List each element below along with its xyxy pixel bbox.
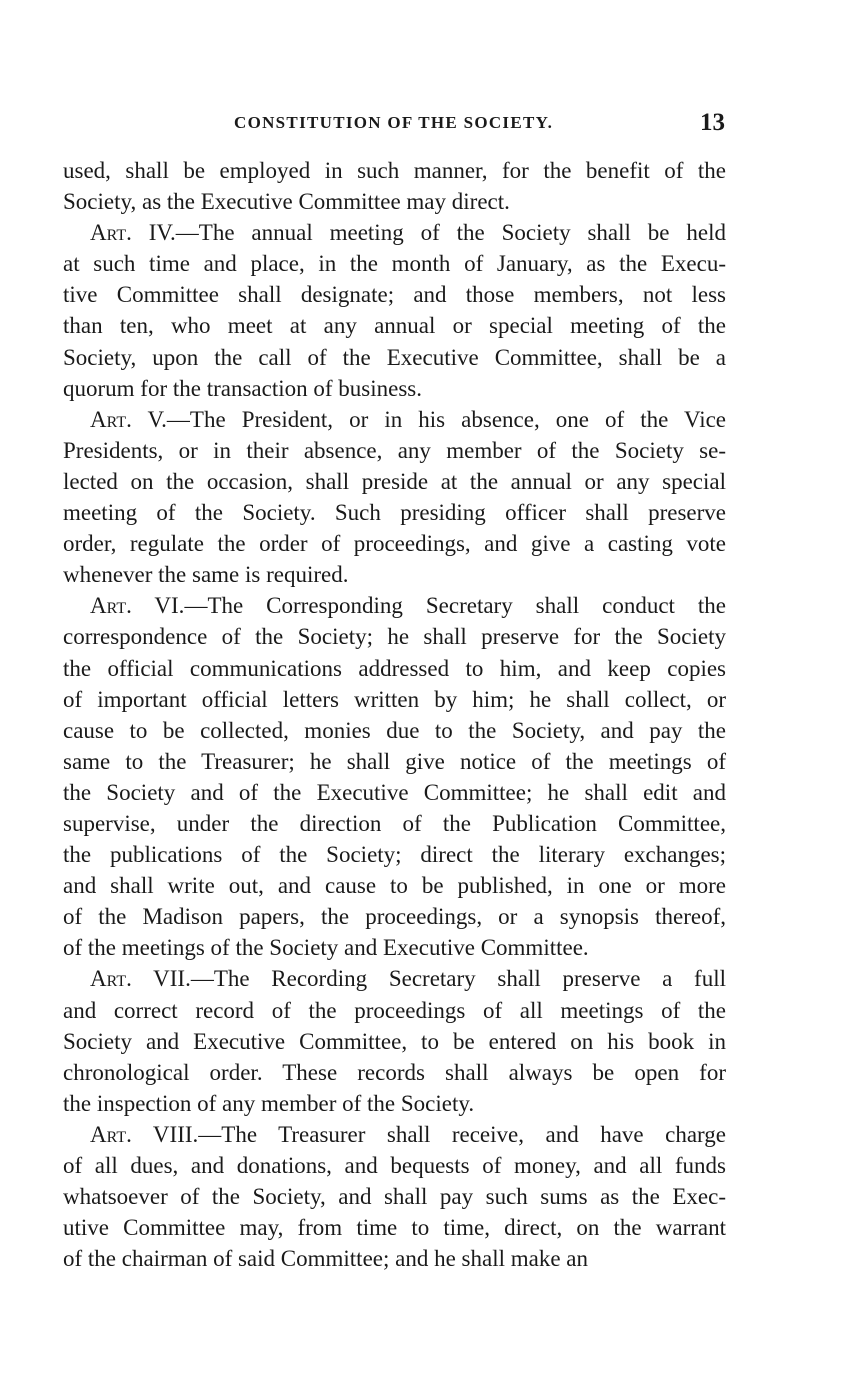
line-text: than ten, who meet at any annual or special meeting of the — [63, 313, 726, 339]
line-text: tive Committee shall designate; and those members, not less — [63, 282, 726, 308]
text-line — [63, 1212, 726, 1243]
paragraph — [63, 590, 726, 963]
text-line — [63, 310, 726, 341]
article-label: Art. V. — [90, 406, 167, 432]
paragraph — [63, 404, 726, 591]
text-line — [63, 373, 726, 404]
line-text: same to the Treasurer; he shall give notice of the meetings of — [63, 748, 726, 774]
line-text: whenever the same is required. — [63, 562, 349, 588]
text-line — [63, 186, 726, 217]
text-line — [63, 528, 726, 559]
line-text: cause to be collected, monies due to the Society, and pay the — [63, 717, 726, 743]
line-text: whatsoever of the Society, and shall pay such sums as the Exec- — [63, 1184, 726, 1210]
line-text: the Society and of the Executive Committee; he shall edit and — [63, 779, 726, 805]
line-text: supervise, under the direction of the Publication Committee, — [63, 810, 726, 836]
text-line — [63, 466, 726, 497]
line-text: utive Committee may, from time to time, direct, on the warrant — [63, 1215, 726, 1241]
line-text: quorum for the transaction of business. — [63, 375, 422, 401]
text-line — [63, 248, 726, 279]
paragraph — [63, 217, 726, 404]
article-label: Art. VI. — [90, 593, 185, 619]
text-line — [63, 435, 726, 466]
text-line — [63, 995, 726, 1026]
line-text: of the Madison papers, the proceedings, or a synopsis thereof, — [63, 904, 726, 930]
text-line — [63, 932, 726, 963]
text-line — [63, 1057, 726, 1088]
line-text: used, shall be employed in such manner, for the benefit of the — [63, 158, 726, 183]
text-line — [63, 684, 726, 715]
running-title: CONSTITUTION OF THE SOCIETY. — [234, 113, 554, 132]
line-text: —The President, or in his absence, one of the Vice — [166, 406, 727, 432]
line-text: Society, as the Executive Committee may direct. — [63, 189, 510, 215]
line-text: —The Corresponding Secretary shall conduct the — [184, 593, 726, 619]
line-text: lected on the occasion, shall preside at the annual or any special — [63, 468, 726, 494]
text-line — [63, 590, 726, 621]
line-text: of all dues, and donations, and bequests of money, and all funds — [63, 1153, 726, 1178]
line-text: —The Treasurer shall receive, and have charge — [198, 1121, 726, 1147]
text-line — [63, 621, 726, 652]
line-text: meeting of the Society. Such presiding officer shall preserve — [63, 500, 726, 526]
line-text: of the chairman of said Committee; and he shall make an — [63, 1246, 589, 1272]
line-text: correspondence of the Society; he shall preserve for the Society — [63, 624, 726, 650]
line-text: and shall write out, and cause to be published, in one or more — [63, 873, 726, 899]
text-line — [63, 963, 726, 994]
running-head — [0, 109, 859, 143]
page-number: 13 — [700, 109, 725, 136]
article-label: Art. VIII. — [90, 1121, 199, 1147]
text-line — [63, 1243, 726, 1274]
line-text: Society, upon the call of the Executive Committee, shall be a — [63, 344, 726, 370]
text-line — [63, 217, 726, 248]
line-text: Presidents, or in their absence, any member of the Society se- — [63, 437, 726, 463]
line-text: chronological order. These records shall always be open for — [63, 1059, 726, 1085]
line-text: of the meetings of the Society and Executive Committee. — [63, 935, 589, 961]
paragraph — [63, 963, 726, 1118]
text-line — [63, 559, 726, 590]
text-line — [63, 404, 726, 435]
text-line — [63, 839, 726, 870]
text-line — [63, 342, 726, 373]
text-line — [63, 1181, 726, 1212]
article-label: Art. IV. — [90, 220, 176, 246]
line-text: order, regulate the order of proceedings, and give a casting vote — [63, 531, 726, 557]
text-line — [63, 497, 726, 528]
text-line — [63, 1026, 726, 1057]
article-label: Art. VII. — [90, 966, 191, 992]
text-line — [63, 155, 726, 186]
text-line — [63, 715, 726, 746]
line-text: the publications of the Society; direct the literary exchanges; — [63, 842, 726, 868]
text-line — [63, 808, 726, 839]
body-text — [63, 155, 726, 1274]
line-text: the inspection of any member of the Society. — [63, 1090, 475, 1116]
paragraph — [63, 1119, 726, 1274]
line-text: Society and Executive Committee, to be entered on his book in — [63, 1028, 726, 1054]
line-text: —The Recording Secretary shall preserve a full — [190, 966, 726, 992]
line-text: of important official letters written by him; he shall collect, or — [63, 686, 726, 712]
text-line — [63, 777, 726, 808]
text-line — [63, 279, 726, 310]
line-text: at such time and place, in the month of January, as the Execu- — [63, 251, 726, 277]
line-text: the official communications addressed to him, and keep copies — [63, 655, 726, 681]
text-line — [63, 746, 726, 777]
line-text: —The annual meeting of the Society shall be held — [175, 220, 726, 246]
text-line — [63, 1119, 726, 1150]
text-line — [63, 653, 726, 684]
paragraph — [63, 155, 726, 217]
text-line — [63, 1088, 726, 1119]
text-line — [63, 870, 726, 901]
text-line — [63, 901, 726, 932]
line-text: and correct record of the proceedings of all meetings of the — [63, 997, 726, 1023]
text-line — [63, 1150, 726, 1181]
